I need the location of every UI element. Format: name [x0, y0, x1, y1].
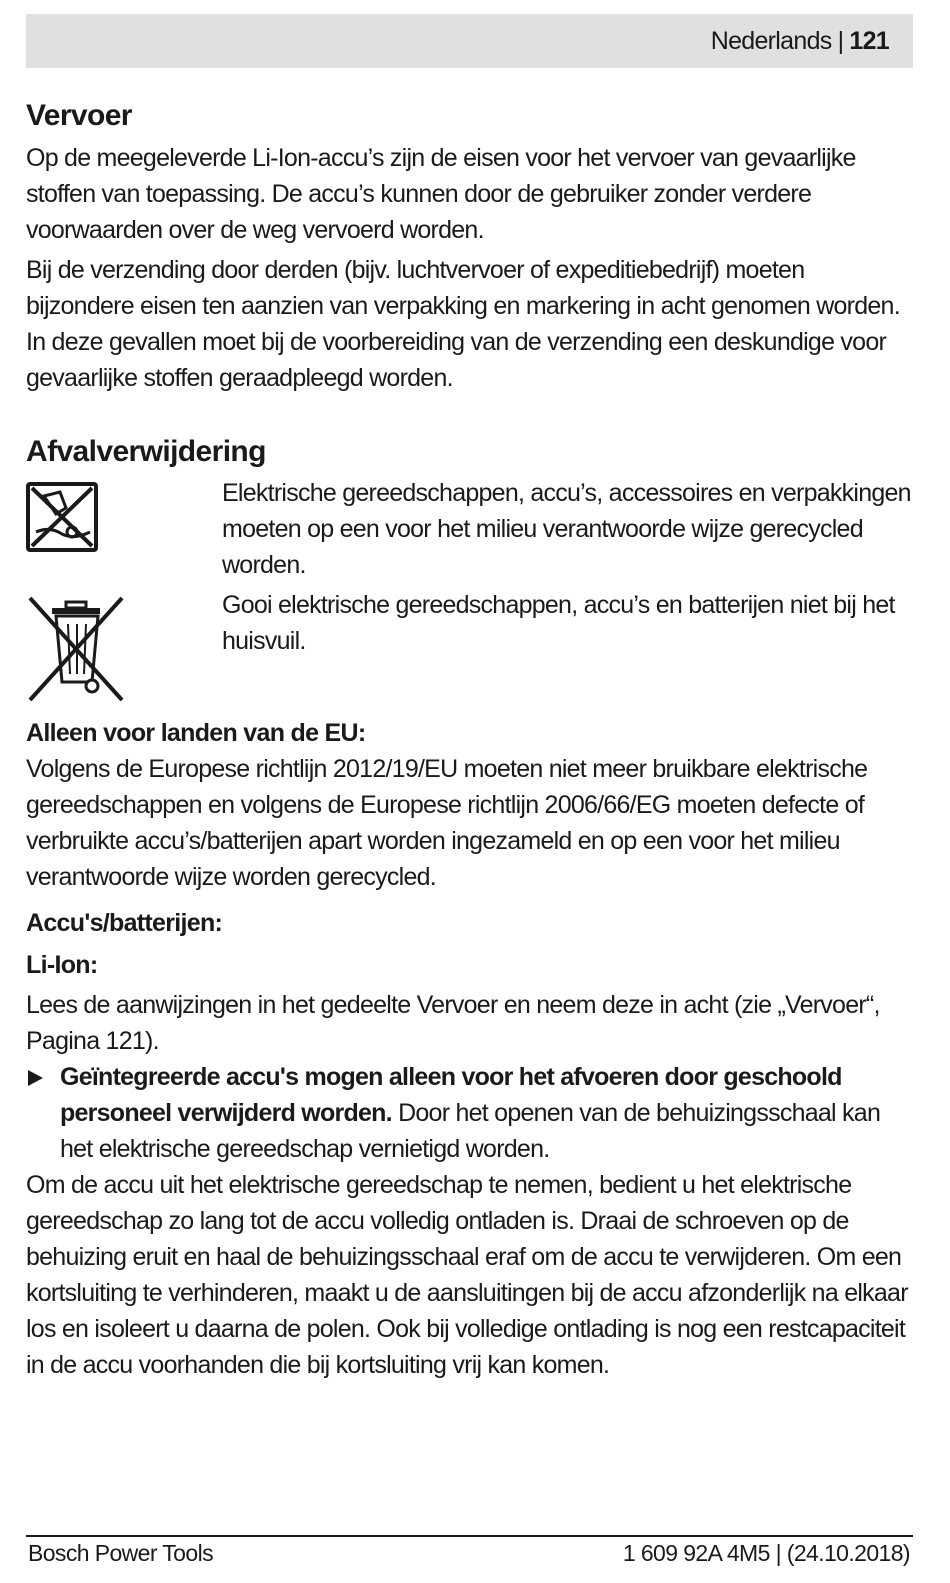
warning-bold-text: Geïntegreerde accu's mogen alleen voor het afvoeren door geschoold personeel verwijderd worden. — [60, 1063, 842, 1127]
header-label — [711, 27, 889, 56]
eu-paragraph: Volgens de Europese richtlijn 2012/19/EU moeten niet meer bruikbare elektrische gereedschappen en volgens de Europese richtlijn 2006/66/EG moeten defecte of verbruikte accu’s/batterijen apart worden ingezameld en op een voor het milieu verantwoorde wijze worden gerecycled. — [26, 755, 868, 891]
transport-paragraph-2: Bij de verzending door derden (bijv. luchtvervoer of expeditiebedrijf) moeten bijzondere eisen ten aanzien van verpakking en markering in acht genomen worden. In deze gevallen moet bij de voorbereiding van de verzending een deskundige voor gevaarlijke stoffen geraadpleegd worden. — [26, 256, 900, 392]
eu-heading: Alleen voor landen van de EU: — [26, 719, 366, 747]
page-header — [26, 14, 913, 68]
disposal-heading: Afvalverwijdering — [26, 435, 266, 468]
disposal-paragraph-1: Elektrische gereedschappen, accu’s, accessoires en verpakkingen moeten op een voor het milieu verantwoorde wijze gerecycled worden. — [222, 479, 911, 579]
disposal-text — [222, 475, 912, 659]
transport-paragraph-1: Op de meegeleverde Li-Ion-accu’s zijn de eisen voor het vervoer van gevaarlijke stoffen van toepassing. De accu’s kunnen door de gebruiker zonder verdere voorwaarden over de weg vervoerd worden. — [26, 144, 856, 244]
footer-divider — [26, 1535, 913, 1537]
footer-brand: Bosch Power Tools — [28, 1540, 213, 1566]
transport-heading: Vervoer — [26, 99, 132, 132]
header-language: Nederlands — [710, 27, 832, 55]
recycling-packaging-icon — [26, 482, 100, 564]
header-separator: | — [837, 27, 844, 55]
batteries-heading: Accu's/batterijen: — [26, 909, 223, 937]
li-ion-subheading: Li-Ion: — [26, 951, 98, 979]
page-content — [26, 96, 913, 1383]
disposal-section — [26, 479, 913, 715]
bullet-triangle-icon — [28, 1070, 43, 1086]
warning-bullet — [26, 1059, 913, 1167]
page-number: 121 — [849, 27, 889, 55]
li-ion-paragraph-2: Om de accu uit het elektrische gereedschap te nemen, bedient u het elektrische gereedschap zo lang tot de accu volledig ontladen is. Draai de schroeven op de behuizing eruit en haal de behuizingsschaal eraf om de accu te verwijderen. Om een kortsluiting te verhinderen, maakt u de aansluitingen bij de accu afzonderlijk na elkaar los en isoleert u daarna de polen. Ook bij volledige ontlading is nog een restcapaciteit in de accu voorhanden die bij kortsluiting vrij kan komen. — [26, 1171, 908, 1379]
crossed-out-wheelie-bin-icon — [26, 594, 126, 714]
warning-text: Door het openen van de behuizingsschaal kan het elektrische gereedschap vernietigd worden. — [60, 1099, 881, 1163]
footer-doc-id: 1 609 92A 4M5 | (24.10.2018) — [622, 1540, 910, 1566]
li-ion-paragraph-1: Lees de aanwijzingen in het gedeelte Vervoer en neem deze in acht (zie „Vervoer“, Pagina 121). — [26, 991, 880, 1055]
disposal-paragraph-2: Gooi elektrische gereedschappen, accu’s en batterijen niet bij het huisvuil. — [222, 591, 895, 655]
